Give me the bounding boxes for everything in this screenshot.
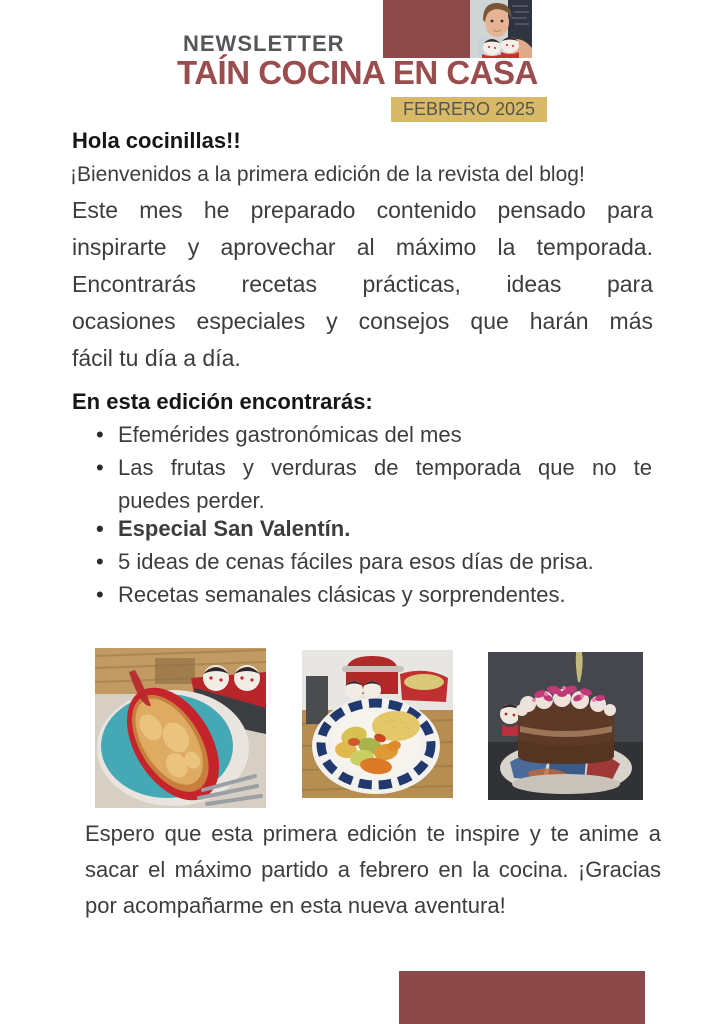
list-item-text: puedes perder. [118, 488, 265, 513]
closing-paragraph [85, 816, 661, 924]
intro-line: ocasiones especiales y consejos que harán más [72, 308, 653, 334]
list-item [94, 451, 652, 517]
closing-line: sacar el máximo partido a febrero en la cocina. ¡Gracias [85, 857, 661, 882]
intro-line: Este mes he preparado contenido pensado para [72, 197, 653, 223]
list-item: • 5 ideas de cenas fáciles para esos días de prisa. [94, 545, 652, 578]
author-with-cupcakes-photo [470, 0, 532, 58]
greeting-heading: Hola cocinillas!! [72, 128, 241, 153]
date-badge: FEBRERO 2025 [391, 97, 547, 122]
chocolate-cake-photo [488, 652, 643, 800]
intro-line: fácil tu día a día. [72, 345, 241, 371]
edition-heading: En esta edición encontrarás: [72, 389, 373, 414]
welcome-line: ¡Bienvenidos a la primera edición de la revista del blog! [70, 163, 585, 186]
edition-list-2 [94, 512, 652, 611]
intro-line: inspirarte y aprovechar al máximo la temporada. [72, 234, 653, 260]
intro-paragraph [72, 192, 653, 377]
closing-line: Espero que esta primera edición te inspire y te anime a [85, 821, 661, 846]
stuffed-pepper-photo [95, 648, 266, 808]
list-item: • Recetas semanales clásicas y sorprendentes. [94, 578, 652, 611]
newsletter-kicker: NEWSLETTER [183, 31, 345, 56]
edition-list-1 [94, 418, 652, 517]
footer-accent-block [399, 971, 645, 1024]
intro-line: Encontrarás recetas prácticas, ideas para [72, 271, 653, 297]
masthead-title: TAÍN COCINA EN CASA [177, 54, 538, 91]
vegetable-couscous-photo [302, 650, 453, 798]
list-item-text: • Las frutas y verduras de temporada que no te [118, 455, 652, 480]
closing-line: por acompañarme en esta nueva aventura! [85, 893, 506, 918]
list-item-text: • Efemérides gastronómicas del mes [118, 422, 462, 447]
list-item: • Especial San Valentín. [94, 512, 652, 545]
header-accent-block [383, 0, 470, 58]
list-item [94, 418, 652, 451]
